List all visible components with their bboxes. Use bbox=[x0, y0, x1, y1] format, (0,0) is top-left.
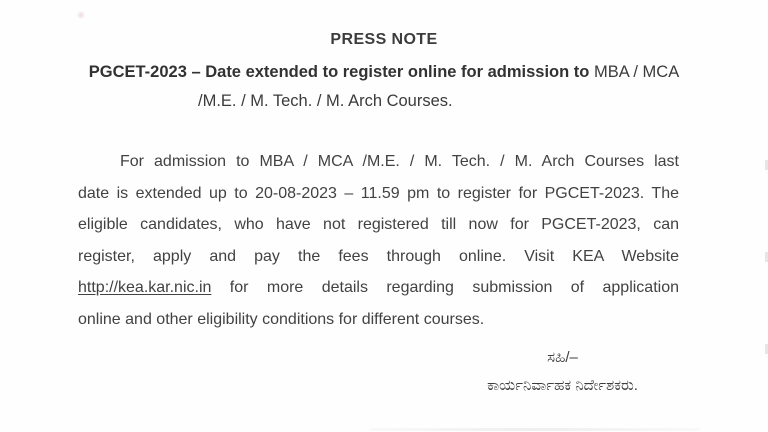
paragraph-line-6: online and other eligibility conditions for different courses. bbox=[78, 310, 485, 328]
paragraph-line-5-rest: for more details regarding submission of application bbox=[211, 279, 679, 297]
signature-sd-line: ಸಹಿ/– bbox=[547, 349, 578, 366]
signature-designation: ಕಾರ್ಯನಿರ್ವಾಹಕ ನಿರ್ದೇಶಕರು. bbox=[487, 377, 638, 394]
kea-website-link[interactable]: http://kea.kar.nic.in bbox=[78, 279, 212, 297]
paragraph-line-3: eligible candidates, who have not registered till now for PGCET-2023, can bbox=[78, 216, 679, 234]
body-paragraph bbox=[78, 146, 679, 336]
document-title: PRESS NOTE bbox=[330, 31, 438, 48]
paragraph-line-4: register, apply and pay the fees through online. Visit KEA Website bbox=[78, 247, 679, 265]
signature-block bbox=[445, 344, 680, 400]
heading-regular-text: MBA / MCA bbox=[589, 63, 680, 81]
paragraph-line-2: date is extended up to 20-08-2023 – 11.59 pm to register for PGCET-2023. The bbox=[78, 184, 679, 202]
heading-bold-text: PGCET-2023 – Date extended to register online for admission to bbox=[88, 63, 590, 81]
paragraph-line-5 bbox=[78, 272, 679, 304]
paragraph-line-1: For admission to MBA / MCA /M.E. / M. Tech. / M. Arch Courses last bbox=[120, 153, 679, 170]
scan-edge-artifact bbox=[370, 428, 700, 431]
heading-line-1 bbox=[0, 63, 768, 82]
scan-smudge-artifact bbox=[76, 11, 86, 19]
heading-line-2: /M.E. / M. Tech. / M. Arch Courses. bbox=[198, 92, 453, 110]
